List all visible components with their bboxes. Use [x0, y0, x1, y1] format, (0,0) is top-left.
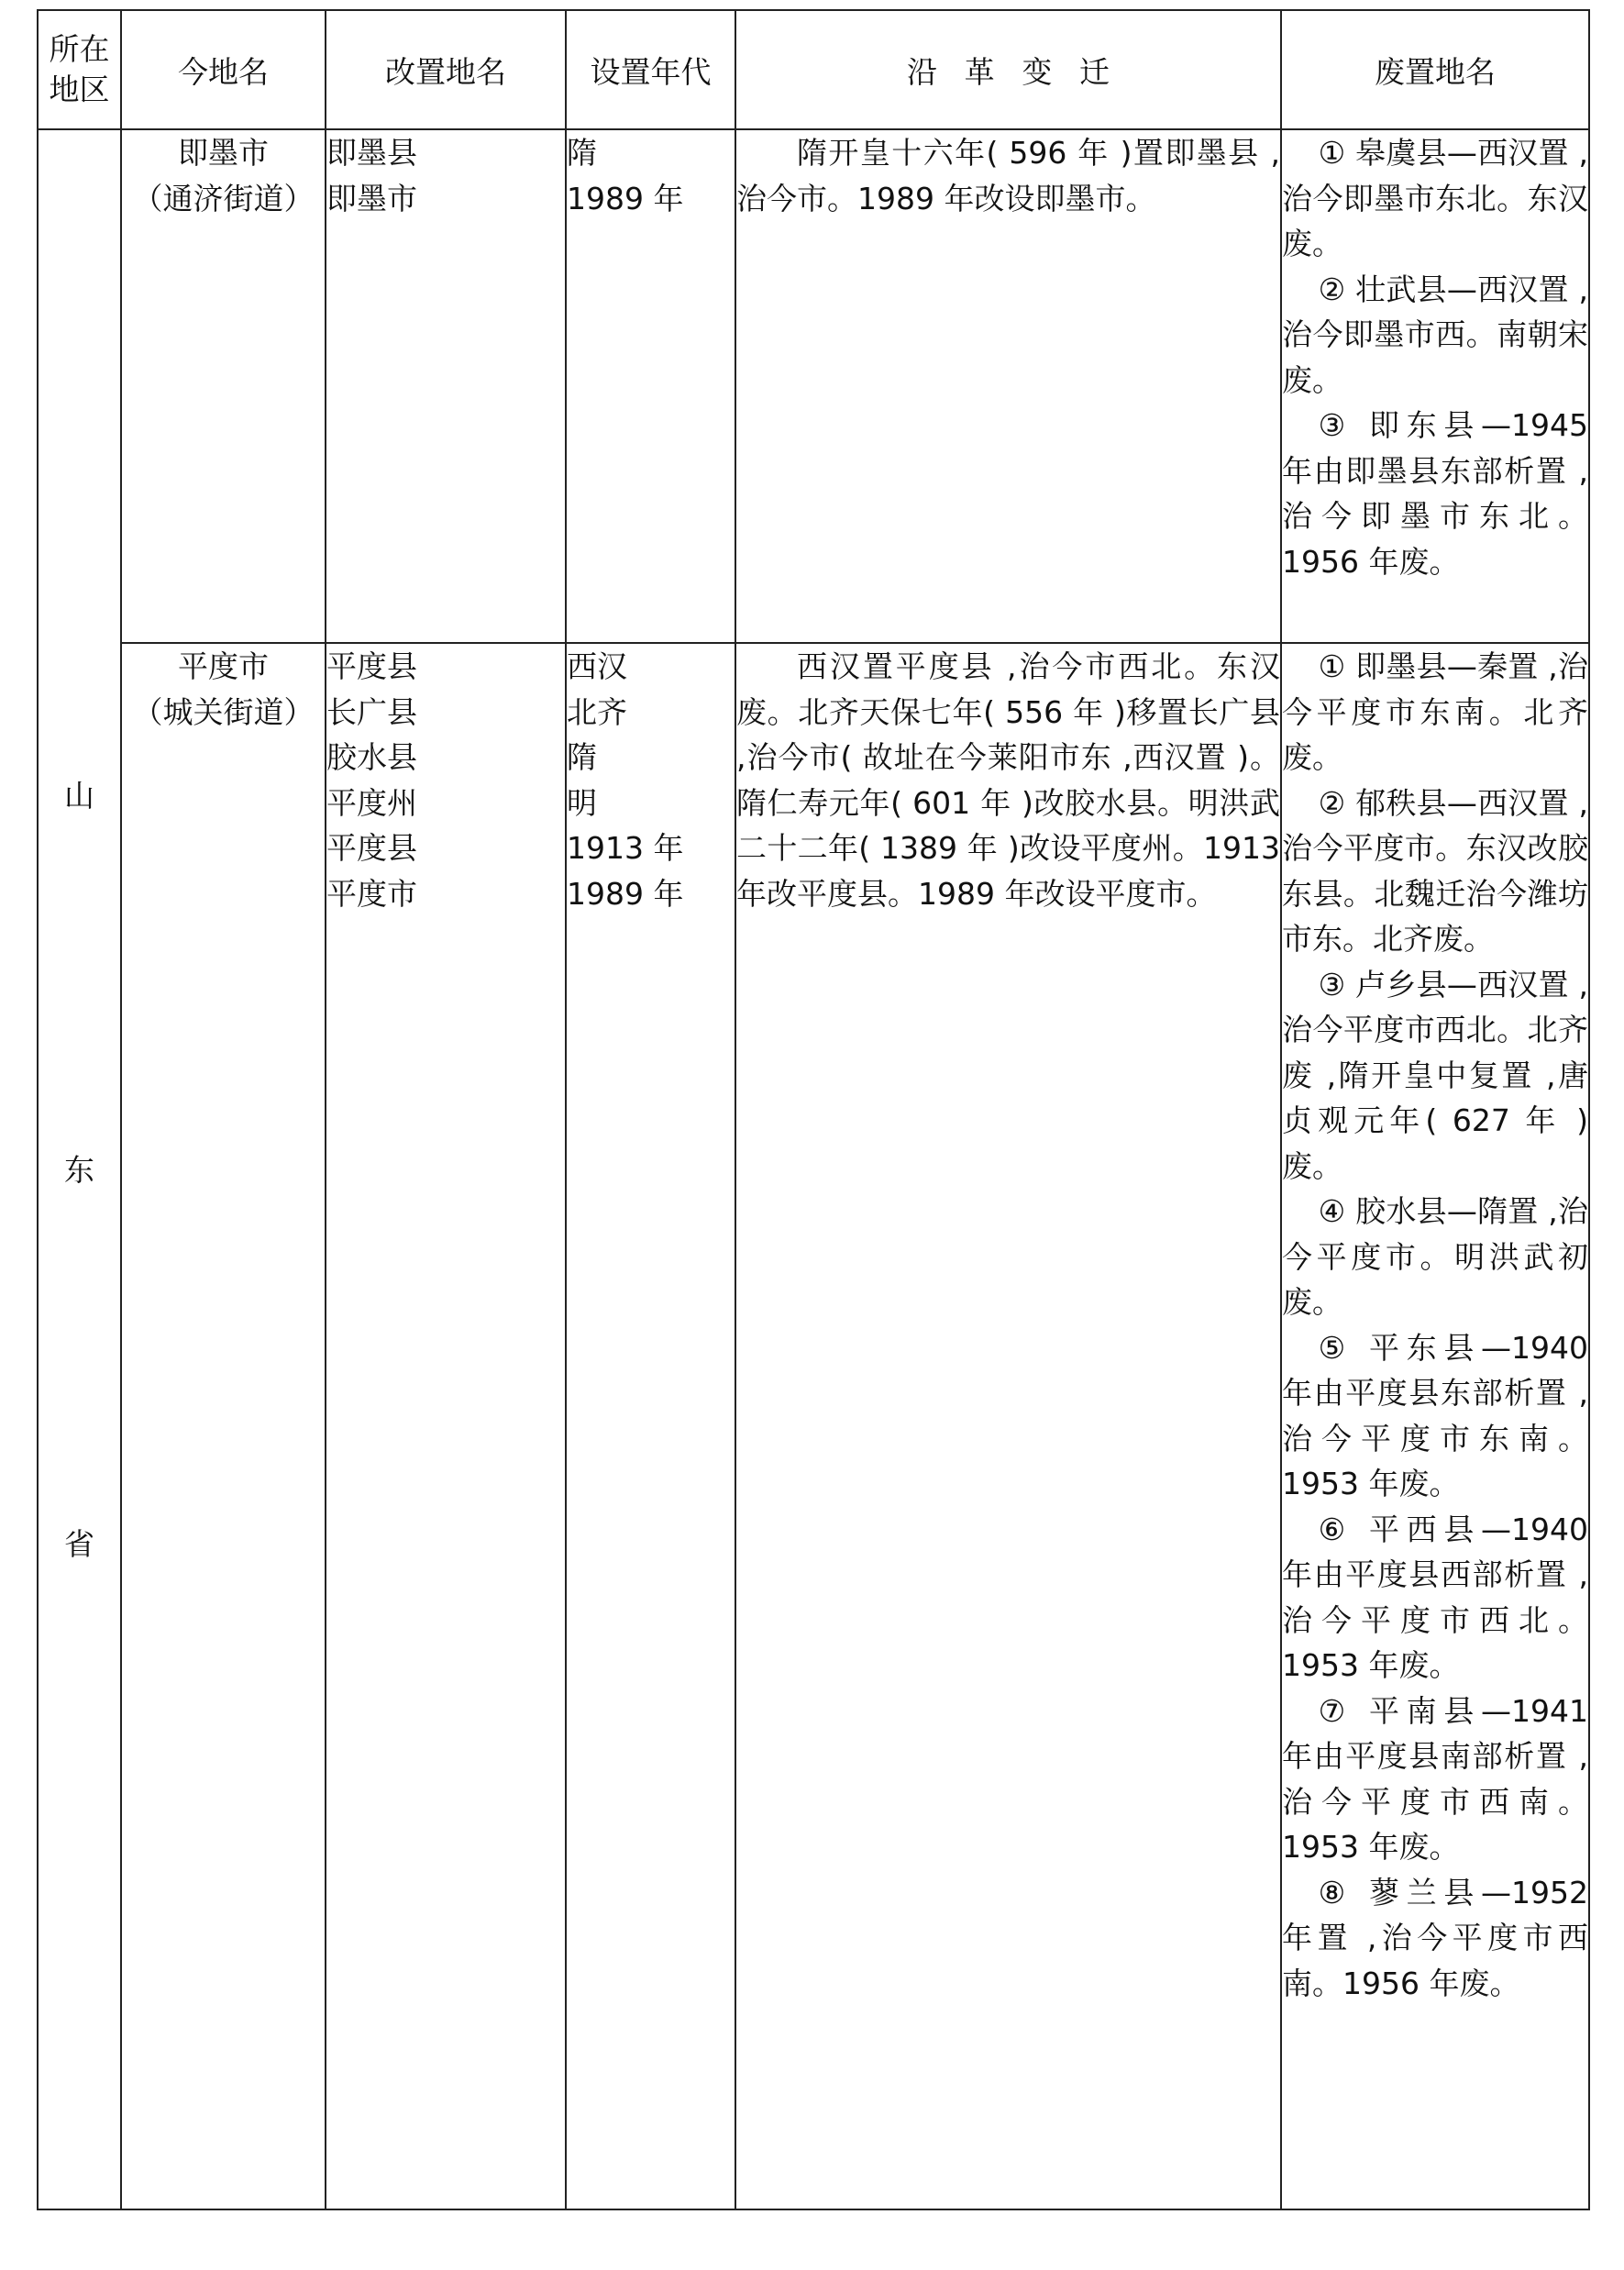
gazetteer-table: [37, 9, 1590, 2210]
renamed-name: 平度县: [326, 648, 417, 684]
renamed-name: 平度市: [326, 875, 417, 912]
era-value: 西汉: [567, 648, 627, 684]
header-current-name: 今地名: [121, 10, 326, 129]
abolished-entry: ③ 卢乡县—西汉置 ,治今平度市西北。北齐废 ,隋开皇中复置 ,唐贞观元年( 627 年 )废。: [1282, 966, 1588, 1184]
header-region: [38, 10, 121, 129]
renamed-name: 平度县: [326, 830, 417, 866]
header-abolished: 废置地名: [1281, 10, 1589, 129]
renamed-name: 即墨县: [326, 135, 417, 171]
current-name-cell: [121, 643, 326, 2209]
history-text: 隋开皇十六年( 596 年 )置即墨县 ,治今市。1989 年改设即墨市。: [736, 135, 1280, 216]
current-name: 平度市: [178, 648, 269, 684]
era-value: 明: [567, 784, 597, 821]
abolished-entry: ⑦ 平南县—1941 年由平度县南部析置 ,治今平度市西南。1953 年废。: [1282, 1692, 1588, 1865]
abolished-entry: ② 郁秩县—西汉置 ,治今平度市。东汉改胶东县。北魏迁治今潍坊市东。北齐废。: [1282, 784, 1588, 957]
era-value: 北齐: [567, 693, 627, 730]
abolished-cell: [1281, 643, 1589, 2209]
table-row: [38, 643, 1589, 2209]
era-cell: [566, 643, 735, 2209]
current-name-sub: （通济街道）: [132, 180, 315, 216]
abolished-entry: ② 壮武县—西汉置 ,治今即墨市西。南朝宋废。: [1282, 271, 1588, 398]
era-value: 隋: [567, 135, 597, 171]
region-char-1: 山: [64, 777, 94, 814]
renamed-name: 平度州: [326, 784, 417, 821]
era-value: 1989 年: [567, 180, 684, 216]
region-char-2: 东: [64, 1151, 94, 1188]
abolished-cell: [1281, 129, 1589, 643]
table-row: [38, 129, 1589, 643]
abolished-entry: ③ 即东县—1945 年由即墨县东部析置 ,治今即墨市东北。1956 年废。: [1282, 407, 1588, 580]
current-name-cell: [121, 129, 326, 643]
header-region-line2: 地区: [49, 72, 110, 107]
history-cell: [735, 129, 1281, 643]
abolished-entry: ① 即墨县—秦置 ,治今平度市东南。北齐废。: [1282, 648, 1588, 775]
abolished-entry: ① 皋虞县—西汉置 ,治今即墨市东北。东汉废。: [1282, 135, 1588, 261]
abolished-entry: ④ 胶水县—隋置 ,治今平度市。明洪武初废。: [1282, 1193, 1588, 1320]
abolished-entry: ⑤ 平东县—1940 年由平度县东部析置 ,治今平度市东南。1953 年废。: [1282, 1329, 1588, 1501]
renamed-name: 长广县: [326, 693, 417, 730]
header-row: [38, 10, 1589, 129]
era-cell: [566, 129, 735, 643]
header-history-label: 沿革变迁: [906, 53, 1137, 90]
region-cell: [38, 129, 121, 2209]
era-value: 1989 年: [567, 875, 684, 912]
current-name: 即墨市: [178, 135, 269, 171]
renamed-cell: [326, 643, 566, 2209]
history-cell: [735, 643, 1281, 2209]
abolished-entry: ⑥ 平西县—1940 年由平度县西部析置 ,治今平度市西北。1953 年废。: [1282, 1511, 1588, 1683]
header-era: 设置年代: [566, 10, 735, 129]
current-name-sub: （城关街道）: [132, 693, 315, 730]
history-text: 西汉置平度县 ,治今市西北。东汉废。北齐天保七年( 556 年 )移置长广县 ,治今市( 故址在今莱阳市东 ,西汉置 )。隋仁寿元年( 601 年 )改胶水县。明洪武二十二年( 1389 年 )改设平度州。1913 年改平度县。1989 年改设平度市。: [736, 648, 1280, 912]
abolished-entry: ⑧ 蓼兰县—1952 年置 ,治今平度市西南。1956 年废。: [1282, 1874, 1588, 2001]
header-history: [735, 10, 1281, 129]
era-value: 隋: [567, 739, 597, 775]
region-char-3: 省: [64, 1525, 94, 1562]
renamed-name: 胶水县: [326, 739, 417, 775]
header-region-line1: 所在: [49, 31, 110, 67]
era-value: 1913 年: [567, 830, 684, 866]
renamed-cell: [326, 129, 566, 643]
header-renamed: 改置地名: [326, 10, 566, 129]
renamed-name: 即墨市: [326, 180, 417, 216]
